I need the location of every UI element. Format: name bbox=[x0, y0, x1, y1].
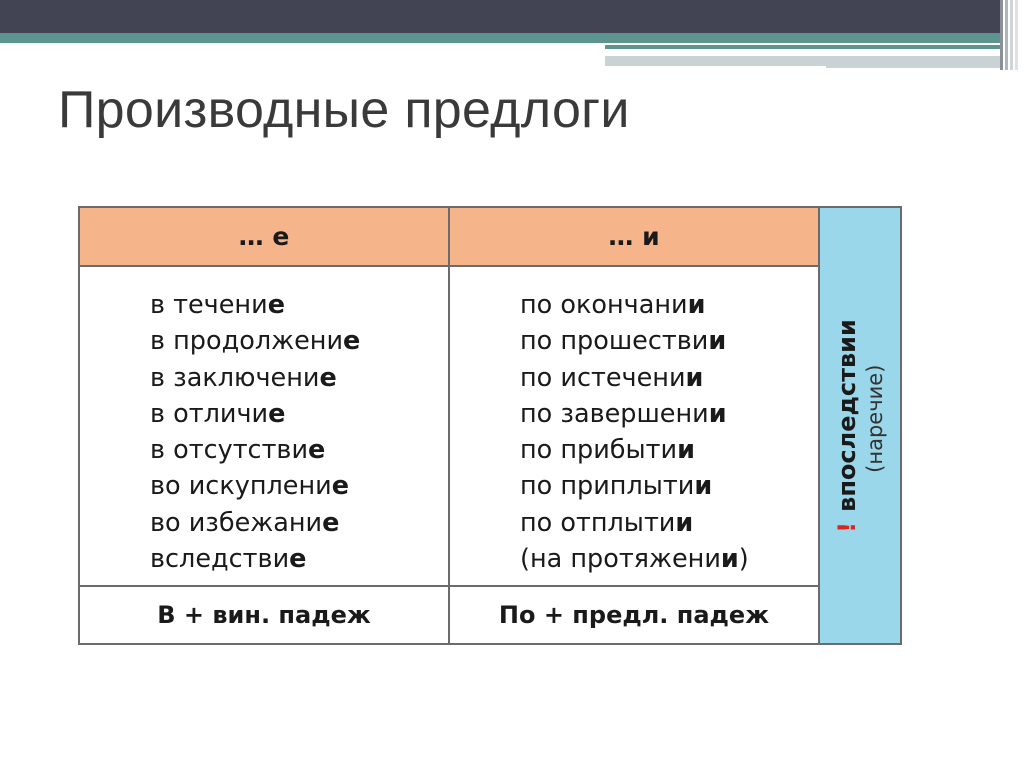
list-item: по приплытии bbox=[520, 471, 713, 502]
side-note-cell bbox=[819, 207, 901, 644]
col-e-list bbox=[80, 267, 448, 577]
list-item: в заключение bbox=[150, 362, 337, 393]
side-note-word: впоследствии bbox=[833, 318, 861, 512]
list-item: в отличие bbox=[150, 398, 286, 429]
list-item: по истечении bbox=[520, 362, 704, 393]
list-item: в продолжение bbox=[150, 326, 361, 357]
list-item: (на протяжении) bbox=[520, 544, 749, 575]
list-item: по прошествии bbox=[520, 326, 727, 357]
list-item: во искупление bbox=[150, 471, 350, 502]
list-item: по прибытии bbox=[520, 435, 695, 466]
prepositions-table bbox=[78, 206, 900, 643]
list-item: по завершении bbox=[520, 398, 727, 429]
list-item: по окончании bbox=[520, 290, 706, 320]
header-i: … и bbox=[449, 207, 819, 266]
col-i-list-cell bbox=[449, 266, 819, 586]
header-e: … е bbox=[79, 207, 449, 266]
corner-stripes bbox=[1000, 0, 1024, 70]
list-item: по отплытии bbox=[520, 507, 694, 538]
list-item: в течение bbox=[150, 290, 285, 320]
slide-title: Производные предлоги bbox=[58, 81, 630, 139]
col-i-list bbox=[450, 267, 818, 577]
list-item: в отсутствие bbox=[150, 435, 326, 466]
top-bar-gray bbox=[605, 56, 1000, 66]
top-bar-teal bbox=[0, 33, 1000, 43]
list-item: вследствие bbox=[150, 544, 307, 575]
side-note bbox=[832, 319, 888, 533]
footer-case-prepositional: По + предл. падеж bbox=[449, 586, 819, 644]
top-bar-dark bbox=[0, 0, 1000, 33]
side-note-sub: (наречие) bbox=[863, 364, 887, 473]
top-bar-teal-thin bbox=[605, 45, 1000, 49]
list-item: во избежание bbox=[150, 507, 340, 538]
top-bar-gray-line bbox=[826, 66, 1000, 68]
footer-case-accusative: В + вин. падеж bbox=[79, 586, 449, 644]
col-e-list-cell bbox=[79, 266, 449, 586]
exclamation-mark: ! bbox=[833, 521, 861, 533]
